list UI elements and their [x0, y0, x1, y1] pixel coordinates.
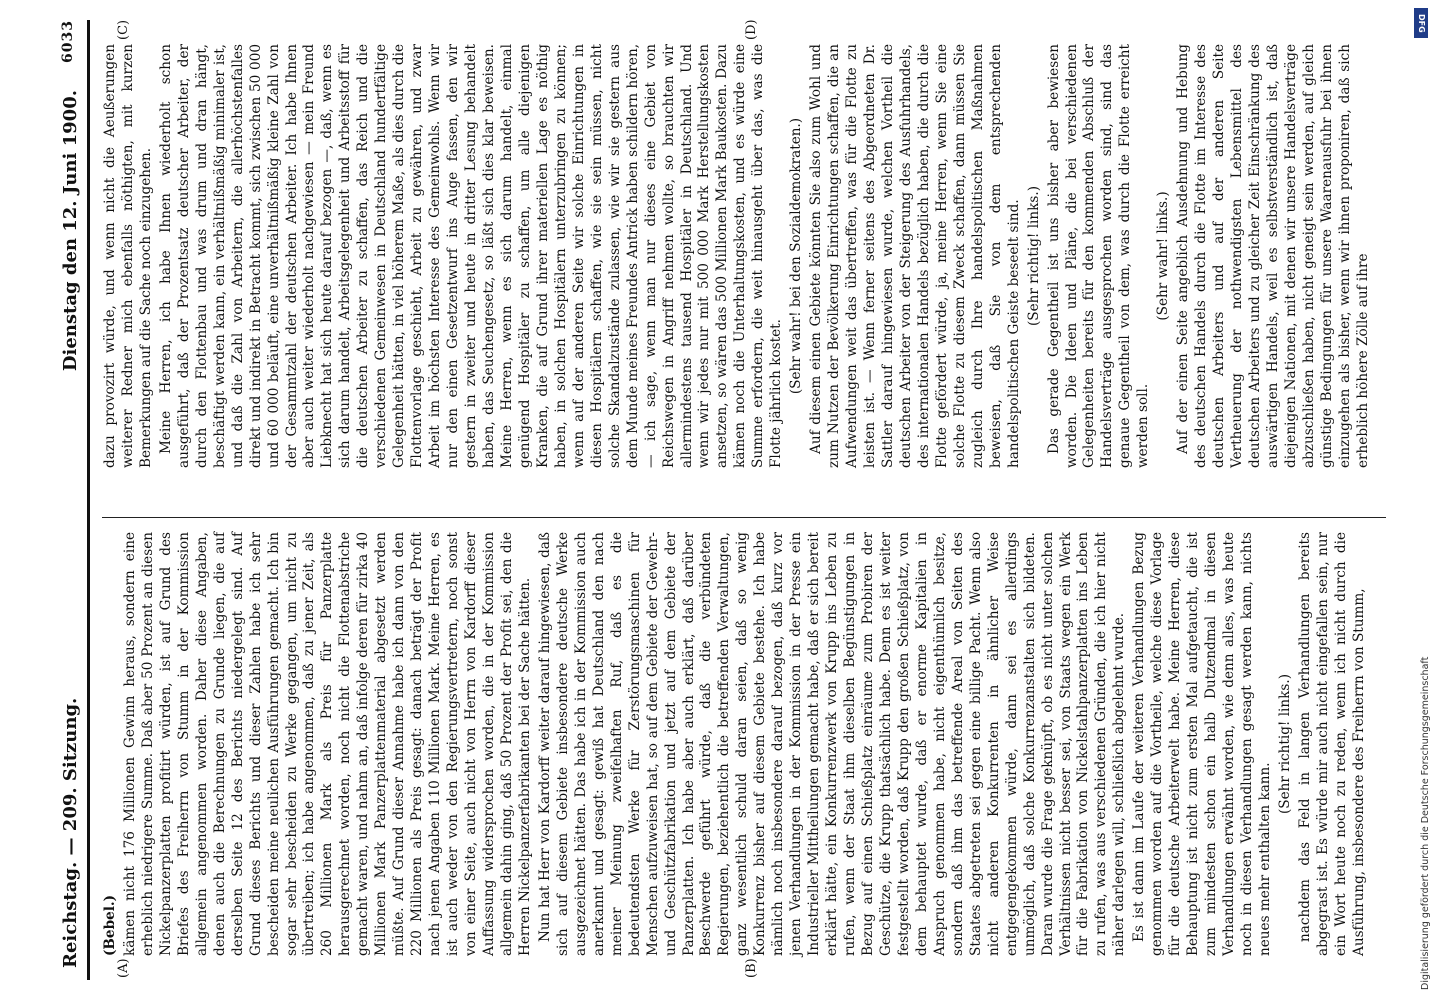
paragraph: nachdem das Feld in langen Verhandlungen bereits abgegrast ist. Es würde mir auch nicht eingefallen sein, nur ein Wort heute noch zu reden, wenn ich nicht durch die Ausführung, insbesondere des Freiherrn von Stumm, — [1296, 532, 1367, 956]
page-number: 6033 — [60, 20, 76, 63]
running-header — [54, 20, 94, 980]
paragraph: Auf der einen Seite angeblich Ausdehnung und Hebung des deutschen Handels durch die Flotte im Interesse des deutschen Arbeiters und auf der anderen Seite Vertheuerung der nothwendigsten Lebensmittel des deutschen Arbeiters und zu gleicher Zeit Einschränkung des auswärtigen Handels, weil es selbstverständlich ist, daß diejenigen Nationen, mit denen wir unsere Handelsverträge abzuschließen haben, nicht geneigt sein werden, auf gleich günstige Bedingungen für unsere Waarenausfuhr bei ihnen einzugehen als bisher, wenn wir ihnen proponiren, daß sich erheblich höhere Zölle auf ihre — [1175, 44, 1371, 468]
paragraph: kämen nicht 176 Millionen Gewinn heraus, sondern eine erheblich niedrigere Summe. Daß aber 50 Prozent an diesen Nickelpanzerplatten profitirt würden, ist auf Grund des Briefes des Freiherrn von Stumm in der Kommission allgemein angenommen worden. Daher diese Angaben, denen auch die Berechnungen zu Grunde liegen, die auf derselben Seite 12 des Berichts niedergelegt sind. Auf Grund dieses Berichts und dieser Zahlen habe ich sehr bescheiden meine neulichen Ausführungen gemacht. Ich bin sogar sehr bescheiden zu Werke gegangen, um nicht zu übertreiben; ich habe angenommen, daß zu jener Zeit, als 260 Millionen Mark als Preis für Panzerplatte herausgerechnet worden, noch nicht die Flottenabstriche gemacht waren, und nahm an, daß infolge deren für zirka 40 Millionen Mark Panzerplattenmaterial abgesetzt werden müßte. Auf Grund dieser Annahme habe ich dann von den 220 Millionen als Preis gesagt: danach beträgt der Profit nach jenen Angaben 110 Millionen Mark. Meine Herren, es ist auch weder von den Regierungsvertretern, noch sonst von einer Seite, auch nicht von Herrn von Kardorff dieser Auffassung widersprochen worden, die in der Kommission allgemein dahin ging, daß 50 Prozent der Profit sei, den die Herren Nickelpanzerfabrikanten bei der Sache hätten. — [121, 532, 533, 956]
paragraph: dazu provozirt würde, und wenn nicht die Aeußerungen weiterer Redner mich ebenfalls nöthigten, mit kurzen Bemerkungen auf die Sache noch einzugehen. — [102, 44, 154, 468]
interjection: (Sehr richtig! links.) — [1276, 673, 1293, 815]
printed-page — [54, 20, 1394, 980]
paragraph: Es ist dann im Laufe der weiteren Verhandlungen Bezug genommen worden auf die Vortheile, welche diese Vorlage für die deutsche Arbeiterwelt habe. Meine Herren, diese Behauptung ist nicht zum ersten Mal aufgetaucht, die ist zum mindesten schon ein halb Dutzendmal in diesen Verhandlungen erwähnt worden, wie denn alles, was heute noch in diesen Verhandlungen gesagt werden kann, nichts neues mehr enthalten kann. — [1131, 532, 1273, 956]
right-column — [102, 44, 1375, 468]
margin-marker-d: (D) — [744, 19, 759, 40]
margin-marker-a: (A) — [116, 958, 131, 978]
paragraph: Nun hat Herr von Kardorff weiter darauf hingewiesen, daß sich auf diesem Gebiete insbesondere deutsche Werke ausgezeichnet hätten. Das habe ich in der Kommission auch anerkannt und gesagt: gewiß hat Deutschland den nach meiner Meinung zweifelhaften Ruf, daß es die bedeutendsten Werke für Zerstörungsmaschinen für Menschen aufzuweisen hat, so auf dem Gebiete der Gewehr- und Geschützfabrikation und jetzt auf dem Gebiete der Panzerplatten. Ich habe aber auch erklärt, daß darüber Beschwerde geführt würde, daß die verbündeten Regierungen, beziehentlich die betreffenden Verwaltungen, ganz wesentlich schuld daran seien, daß so wenig Konkurrenz bisher auf diesem Gebiete bestehe. Ich habe nämlich noch insbesondere darauf bezogen, daß kurz vor jenen Verhandlungen in der Kommission in der Presse ein Industrieller Mittheilungen gemacht habe, daß er sich bereit erklärt hätte, ein Konkurrenzwerk von Krupp ins Leben zu rufen, wenn der Staat ihm dieselben Begünstigungen in Bezug auf einen Schießplatz einräume zum Probiren der Geschütze, die Krupp thatsächlich habe. Denn es ist weiter festgestellt worden, daß Krupp den großen Schießplatz, von dem behauptet wurde, daß er enorme Kapitalien in Anspruch genommen habe, nicht eigenthümlich besitze, sondern daß ihm das betreffende Areal von Seiten des Staates abgetreten sei gegen eine billige Pacht. Wenn also nicht anderen Konkurrenten in ähnlicher Weise entgegengekommen würde, dann sei es allerdings unmöglich, daß solche Konkurrenzanstalten sich bildeten. Daran wurde die Frage geknüpft, ob es nicht unter solchen Verhältnissen nicht besser sei, von Staats wegen ein Werk für die Fabrikation von Nickelstahlpanzerplatten ins Leben zu rufen, was aus verschiedenen Gründen, die ich hier nicht näher darlegen will, schließlich abgelehnt wurde. — [536, 532, 1128, 956]
margin-marker-c: (C) — [116, 19, 131, 40]
dfg-logo: DFG — [1414, 8, 1428, 38]
margin-marker-b: (B) — [744, 958, 759, 978]
speaker-tag: (Bebel.) — [102, 894, 118, 956]
interjection: (Sehr wahr! bei den Sozialdemokraten.) — [788, 117, 805, 395]
header-date: Dienstag den 12. Juni 1900. — [60, 90, 81, 372]
paragraph: Auf diesem einen Gebiete könnten Sie also zum Wohl und zum Nutzen der Bevölkerung Einrichtungen schaffen, die an Aufwendungen weit das übertreffen, was für die Flotte zu leisten ist. — Wenn ferner seitens des Abgeordneten Dr. Sattler darauf hingewiesen wurde, welchen Vortheil die deutschen Arbeiter von der Steigerung des Ausfuhrhandels, des internationalen Handels bezüglich haben, die durch die Flotte gefördert würde, ja, meine Herren, wenn Sie eine solche Flotte zu diesem Zweck schaffen, dann müssen Sie zugleich durch Ihre handelspolitischen Maßnahmen beweisen, daß Sie von dem entsprechenden handelspolitischen Geiste beseelt sind. — [808, 44, 1022, 468]
interjection: (Sehr wahr! links.) — [1155, 191, 1172, 321]
column-divider — [102, 517, 1386, 518]
interjection: (Sehr richtig! links.) — [1025, 185, 1042, 327]
paragraph: Das gerade Gegentheil ist uns bisher aber bewiesen worden. Die Ideen und Pläne, die bei verschiedenen Gelegenheiten bereits für den kommenden Abschluß der Handelsverträge ausgesprochen worden sind, sind das genaue Gegentheil von dem, was durch die Flotte erreicht werden soll. — [1045, 44, 1152, 468]
digitization-credit: Digitalisierung gefördert durch die Deutsche Forschungsgemeinschaft — [1420, 656, 1431, 990]
paragraph: Meine Herren, ich habe Ihnen wiederholt schon ausgeführt, daß der Prozentsatz deutscher Arbeiter, der durch den Flottenbau und was drum und dran hängt, beschäftigt werden kann, ein verhältnißmäßig minimaler ist, und daß die Zahl von Arbeitern, die allerhöchstenfalles direkt und indirekt in Betracht kommt, sich zwischen 50 000 und 60 000 beläuft, eine unverhältnißmäßig kleine Zahl von der Gesammtzahl der deutschen Arbeiter. Ich habe Ihnen aber auch weiter wiederholt nachgewiesen — mein Freund Liebknecht hat sich heute darauf bezogen —, daß, wenn es sich darum handelt, Arbeitsgelegenheit und Arbeitsstoff für die deutschen Arbeiter zu schaffen, das Reich und die verschiedenen Gemeinwesen in Deutschland hundertfältige Gelegenheit hätten, in viel höherem Maße, als dies durch die Flottenvorlage geschieht, Arbeit zu gewähren, und zwar Arbeit im höchsten Interesse des Gemeinwohls. Wenn wir nur den einen Gesetzentwurf ins Auge fassen, den wir gestern in zweiter und heute in dritter Lesung behandelt haben, das Seuchengesetz, so läßt sich dies klar beweisen. Meine Herren, wenn es sich darum handelt, einmal genügend Hospitäler zu schaffen, um alle diejenigen Kranken, die auf Grund ihrer materiellen Lage es nöthig haben, in solchen Hospitälern unterzubringen zu können; wenn auf der anderen Seite wir solche Einrichtungen in diesen Hospitälern schaffen, wie sie sein müssen, nicht solche Skandalzustände zulassen, wie wir sie gestern aus dem Munde meines Freundes Antrick haben schildern hören, — ich sage, wenn man nur dieses eine Gebiet von Reichswegen in Angriff nehmen wollte, so brauchten wir allermindestens tausend Hospitäler in Deutschland. Und wenn wir jedes nur mit 500 000 Mark Herstellungskosten ansetzen, so wären das 500 Millionen Mark Baukosten. Dazu kämen noch die Unterhaltungskosten, und es würde eine Summe erfordern, die weit hinausgeht über das, was die Flotte jährlich kostet. — [157, 43, 785, 468]
header-session: Reichstag. — 209. Sitzung. — [60, 697, 81, 968]
left-column — [102, 532, 1371, 956]
header-rule — [87, 20, 90, 980]
